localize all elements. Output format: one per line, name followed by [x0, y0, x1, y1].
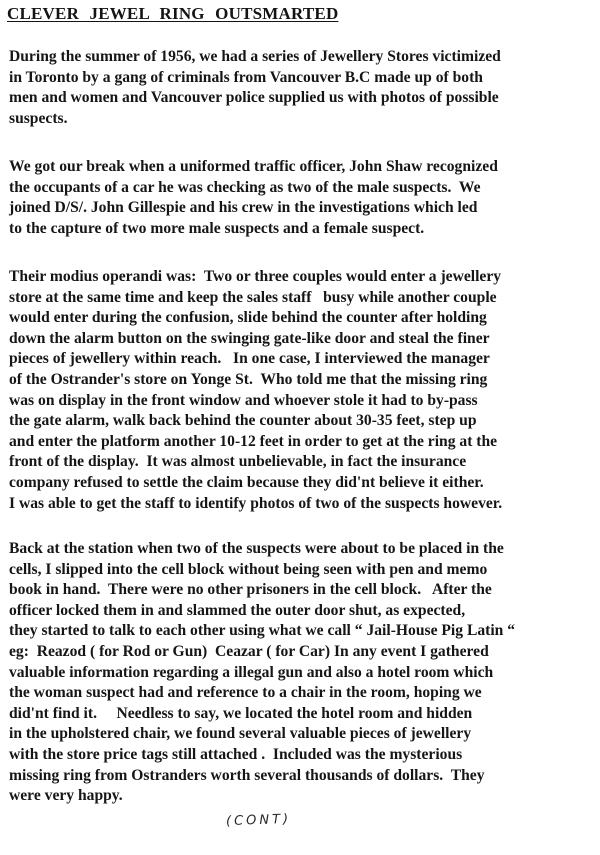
handwritten-continued-note: (CONT) [225, 811, 292, 830]
text-line: the gate alarm, walk back behind the counter about 30-35 feet, step up [9, 412, 477, 430]
text-line: Their modius operandi was: Two or three couples would enter a jewellery [9, 268, 502, 285]
text-line: would enter during the confusion, slide behind the counter after holding [9, 309, 487, 327]
text-line: joined D/S/. John Gillespie and his crew in the investigations which led [9, 199, 478, 217]
text-line: they started to talk to each other using what we call “ Jail-House Pig Latin “ [9, 622, 516, 640]
text-line: to the capture of two more male suspects and a female suspect. [9, 219, 425, 237]
paragraph-modus-operandi [9, 267, 502, 514]
text-line: did'nt find it. Needless to say, we located the hotel room and hidden [9, 704, 473, 722]
text-line: store at the same time and keep the sales staff busy while another couple [9, 288, 497, 306]
text-line: We got our break when a uniformed traffic officer, John Shaw recognized [9, 158, 498, 175]
text-line: the woman suspect had and reference to a chair in the room, hoping we [9, 684, 482, 702]
text-line: with the store price tags still attached . Included was the mysterious [9, 745, 463, 763]
paragraph-break [9, 157, 498, 239]
text-line: eg: Reazod ( for Rod or Gun) Ceazar ( for Car) In any event I gathered [9, 642, 489, 660]
text-line: suspects. [9, 109, 68, 127]
text-line: pieces of jewellery within reach. In one case, I interviewed the manager [9, 350, 490, 368]
text-line: book in hand. There were no other prisoners in the cell block. After the [9, 581, 492, 599]
text-line: During the summer of 1956, we had a series of Jewellery Stores victimized [9, 48, 501, 65]
text-line: in the upholstered chair, we found several valuable pieces of jewellery [9, 725, 472, 743]
text-line: missing ring from Ostranders worth several thousands of dollars. They [9, 766, 485, 784]
text-line: valuable information regarding a illegal gun and also a hotel room which [9, 663, 494, 681]
paragraph-cell-block [9, 539, 515, 807]
page-title: CLEVER JEWEL RING OUTSMARTED [7, 4, 339, 23]
text-line: in Toronto by a gang of criminals from Vancouver B.C made up of both [9, 68, 483, 86]
text-line: was on display in the front window and whoever stole it had to by-pass [9, 391, 478, 409]
text-line: men and women and Vancouver police supplied us with photos of possible [9, 89, 499, 107]
text-line: company refused to settle the claim because they did'nt believe it either. [9, 473, 484, 491]
text-line: were very happy. [9, 787, 123, 805]
text-line: and enter the platform another 10-12 feet in order to get at the ring at the [9, 432, 498, 450]
text-line: of the Ostrander's store on Yonge St. Who told me that the missing ring [9, 370, 488, 388]
text-line: cells, I slipped into the cell block without being seen with pen and memo [9, 560, 488, 578]
text-line: down the alarm button on the swinging gate-like door and steal the finer [9, 329, 490, 347]
paragraph-intro [9, 47, 501, 129]
text-line: officer locked them in and slammed the outer door shut, as expected, [9, 601, 466, 619]
text-line: Back at the station when two of the suspects were about to be placed in the [9, 540, 504, 557]
text-line: front of the display. It was almost unbelievable, in fact the insurance [9, 453, 467, 471]
text-line: I was able to get the staff to identify photos of two of the suspects however. [9, 494, 503, 512]
text-line: the occupants of a car he was checking as two of the male suspects. We [9, 178, 481, 196]
